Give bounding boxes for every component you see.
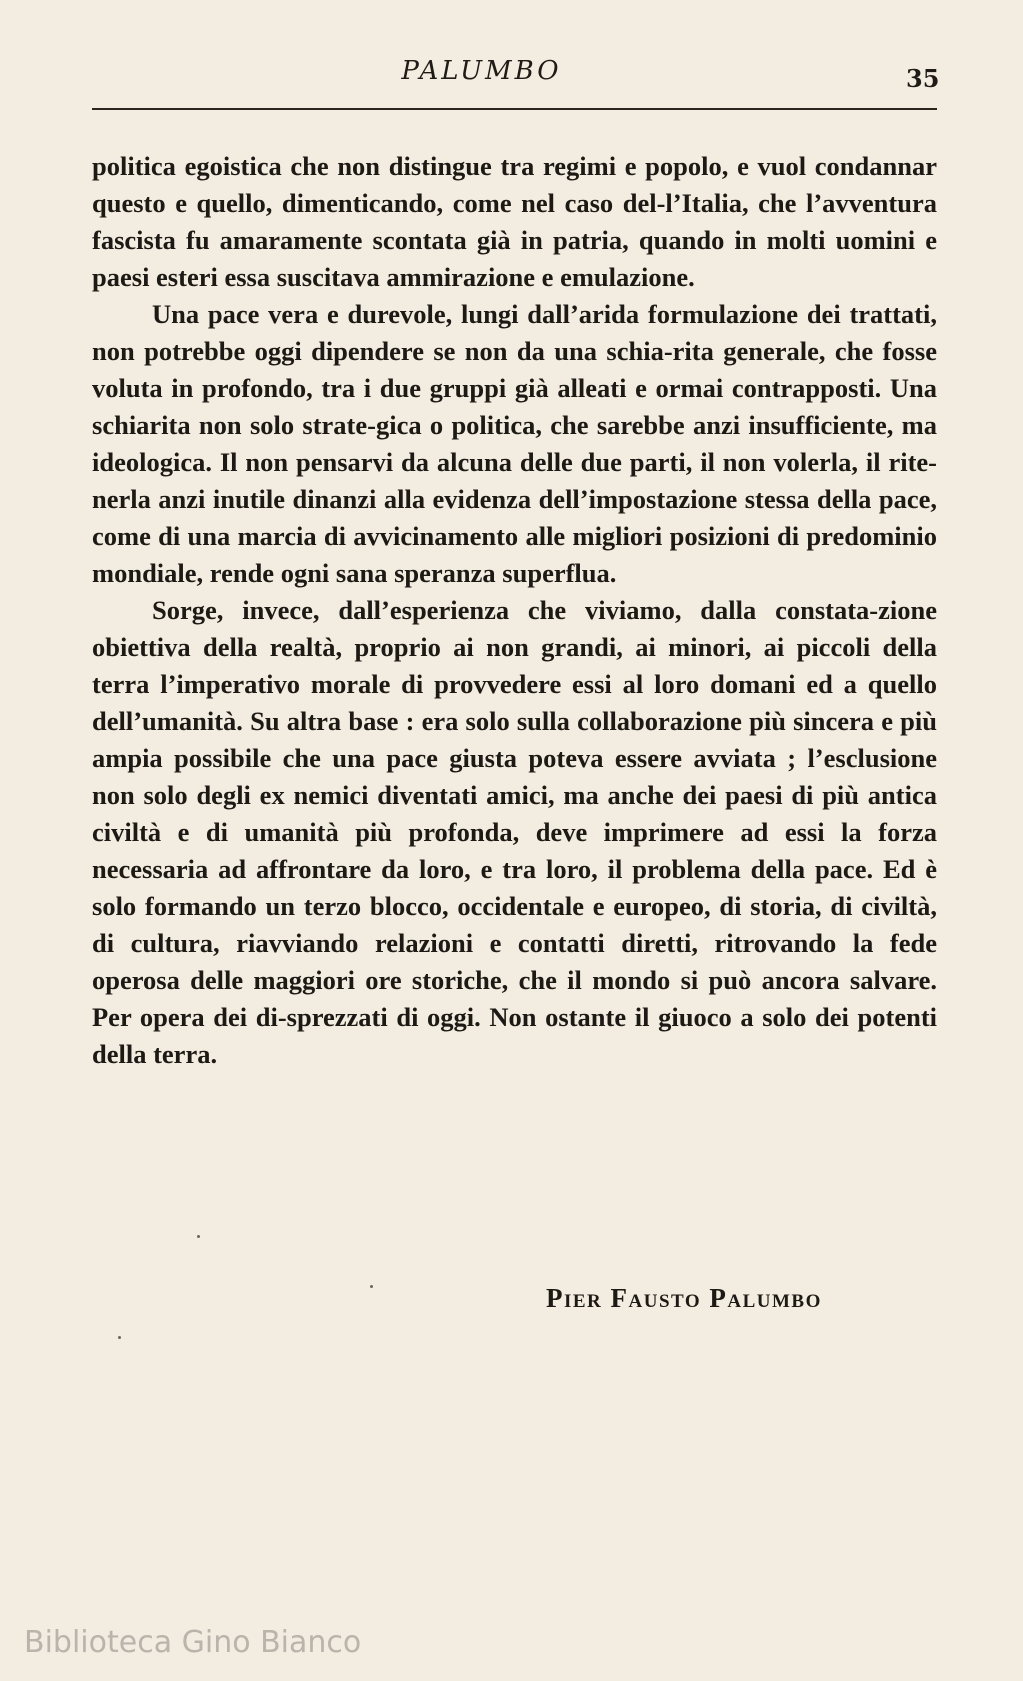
page-number: 35 bbox=[906, 64, 940, 93]
paper-speck bbox=[197, 1235, 200, 1238]
library-watermark: Biblioteca Gino Bianco bbox=[24, 1625, 362, 1660]
running-header: PALUMBO bbox=[401, 56, 562, 86]
paragraph-3: Sorge, invece, dall’esperienza che viviamo, dalla constata-zione obiettiva della realtà, proprio ai non grandi, ai minori, ai piccoli della terra l’imperativo morale di provvedere essi al loro domani ed a quello dell’umanità. Su altra base : era solo sulla collaborazione più sincera e più ampia possibile che una pace giusta poteva essere avviata ; l’esclusione non solo degli ex nemici diventati amici, ma anche dei paesi di più antica civiltà e di umanità più profonda, deve imprimere ad essi la forza necessaria ad affrontare da loro, e tra loro, il problema della pace. Ed è solo formando un terzo blocco, occidentale e europeo, di storia, di civiltà, di cultura, riavviando relazioni e contatti diretti, ritrovando la fede operosa delle maggiori ore storiche, che il mondo si può ancora salvare. Per opera dei di-sprezzati di oggi. Non ostante il giuoco a solo dei potenti della terra. bbox=[92, 595, 937, 1069]
paragraph-1: politica egoistica che non distingue tra regimi e popolo, e vuol condannar questo e quello, dimenticando, come nel caso del-l’Italia, che l’avventura fascista fu amaramente scontata già in patria, quando in molti uomini e paesi esteri essa suscitava ammirazione e emulazione. bbox=[92, 151, 937, 292]
author-signature: Pier Fausto Palumbo bbox=[546, 1283, 822, 1313]
paragraph-2: Una pace vera e durevole, lungi dall’arida formulazione dei trattati, non potrebbe oggi dipendere se non da una schia-rita generale, che fosse voluta in profondo, tra i due gruppi già alleati e ormai contrapposti. Una schiarita non solo strate-gica o politica, che sarebbe anzi insufficiente, ma ideologica. Il non pensarvi da alcuna delle due parti, il non volerla, il rite-nerla anzi inutile dinanzi alla evidenza dell’impostazione stessa della pace, come di una marcia di avvicinamento alle migliori posizioni di predominio mondiale, rende ogni sana speranza superflua. bbox=[92, 299, 937, 588]
paper-speck bbox=[370, 1285, 373, 1288]
body-text bbox=[92, 148, 937, 1073]
paper-speck bbox=[118, 1336, 121, 1339]
header-rule bbox=[92, 108, 937, 110]
